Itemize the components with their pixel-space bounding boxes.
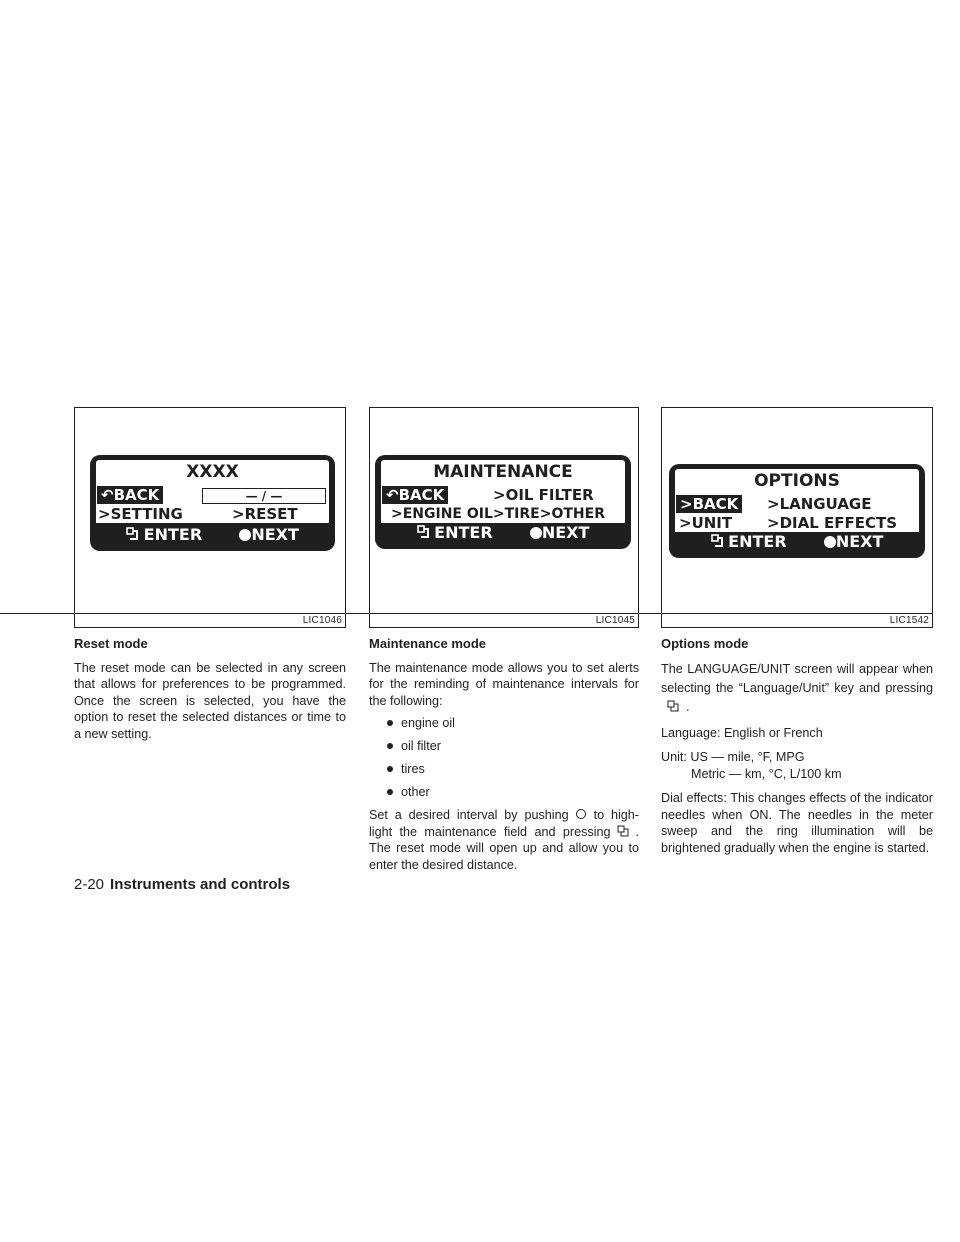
- figure-maintenance-mode: [369, 407, 639, 628]
- maintenance-mode-section: [369, 636, 639, 879]
- back-option: ↶BACK: [382, 486, 448, 504]
- screen-title: MAINTENANCE: [381, 460, 625, 485]
- display-screen: [90, 455, 335, 551]
- page-number: 2-20: [74, 876, 105, 893]
- display-screen: [669, 464, 925, 558]
- figure-code: LIC1046: [302, 615, 342, 626]
- next-dot-icon: [239, 529, 251, 541]
- section-heading: Reset mode: [74, 636, 148, 651]
- unit-option: >UNIT: [679, 514, 733, 532]
- screen-menu: [381, 485, 625, 523]
- maintenance-list: [369, 715, 639, 801]
- screen-controls: [375, 520, 631, 546]
- enter-button-icon: [617, 825, 630, 837]
- back-option: ↶BACK: [97, 486, 163, 504]
- language-option: >LANGUAGE: [767, 495, 872, 513]
- list-item: engine oil: [369, 715, 639, 732]
- enter-icon: [711, 532, 729, 551]
- list-item: oil filter: [369, 738, 639, 755]
- section-heading: Maintenance mode: [369, 636, 487, 651]
- enter-label: ENTER: [434, 523, 493, 542]
- next-label: NEXT: [835, 532, 884, 551]
- display-screen: [375, 455, 631, 549]
- list-item: other: [369, 784, 639, 801]
- screen-menu: [96, 485, 329, 523]
- unit-metric-line: Metric — km, °C, L/100 km: [691, 766, 842, 781]
- next-button-icon: [575, 808, 588, 820]
- next-label: NEXT: [541, 523, 590, 542]
- options-intro: The LANGUAGE/UNIT screen will appear when selecting the “Language/Unit” key and pressing.: [661, 661, 933, 714]
- next-dot-icon: [530, 527, 542, 539]
- reset-option: >RESET: [232, 505, 298, 523]
- page-footer: [74, 876, 290, 893]
- dial-effects-paragraph: Dial effects: This changes effects of the indicator needles when ON. The needles in the meter sweep and the ring illumination will be brightened gradually when the engine is started.: [661, 791, 933, 855]
- back-arrow-icon: ↶: [386, 486, 399, 504]
- enter-label: ENTER: [143, 525, 203, 544]
- next-label: NEXT: [251, 525, 299, 544]
- date-field: — / —: [202, 488, 326, 504]
- figure-code: LIC1045: [595, 615, 635, 626]
- figure-reset-mode: [74, 407, 346, 628]
- screen-controls: [669, 529, 925, 555]
- enter-icon: [417, 523, 435, 542]
- enter-button-icon: [667, 699, 680, 711]
- screen-controls: [90, 522, 335, 548]
- screen-title: OPTIONS: [675, 469, 919, 494]
- screen-menu: [675, 494, 919, 532]
- figure-code: LIC1542: [889, 615, 929, 626]
- figure-options-mode: [661, 407, 933, 628]
- dial-effects-option: >DIAL EFFECTS: [767, 514, 898, 532]
- enter-label: ENTER: [728, 532, 787, 551]
- back-arrow-icon: ↶: [101, 486, 114, 504]
- section-title: Instruments and controls: [110, 876, 291, 893]
- oil-filter-option: >OIL FILTER: [493, 486, 594, 504]
- unit-us-line: Unit: US — mile, °F, MPG: [661, 750, 805, 764]
- language-line: Language: English or French: [661, 725, 823, 740]
- maintenance-intro: The maintenance mode allows you to set alerts for the reminding of maintenance intervals for the following:: [369, 660, 639, 708]
- screen-title: XXXX: [96, 460, 329, 485]
- engine-tire-other-options: >ENGINE OIL>TIRE>OTHER: [391, 506, 605, 522]
- reset-body: The reset mode can be selected in any screen that allows for preferences to be programmed. Once the screen is selected, you have the option to reset the selected distances or time to a new setting.: [74, 660, 346, 741]
- maintenance-instructions: Set a desired interval by pushing to high-light the maintenance field and pressing . The reset mode will open up and allow you to enter the desired distance.: [369, 808, 639, 872]
- back-option: >BACK: [676, 495, 742, 513]
- section-heading: Options mode: [661, 636, 749, 651]
- options-mode-section: [661, 636, 933, 862]
- next-dot-icon: [824, 536, 836, 548]
- setting-option: >SETTING: [98, 505, 183, 523]
- reset-mode-section: [74, 636, 346, 748]
- list-item: tires: [369, 761, 639, 778]
- enter-icon: [126, 525, 144, 544]
